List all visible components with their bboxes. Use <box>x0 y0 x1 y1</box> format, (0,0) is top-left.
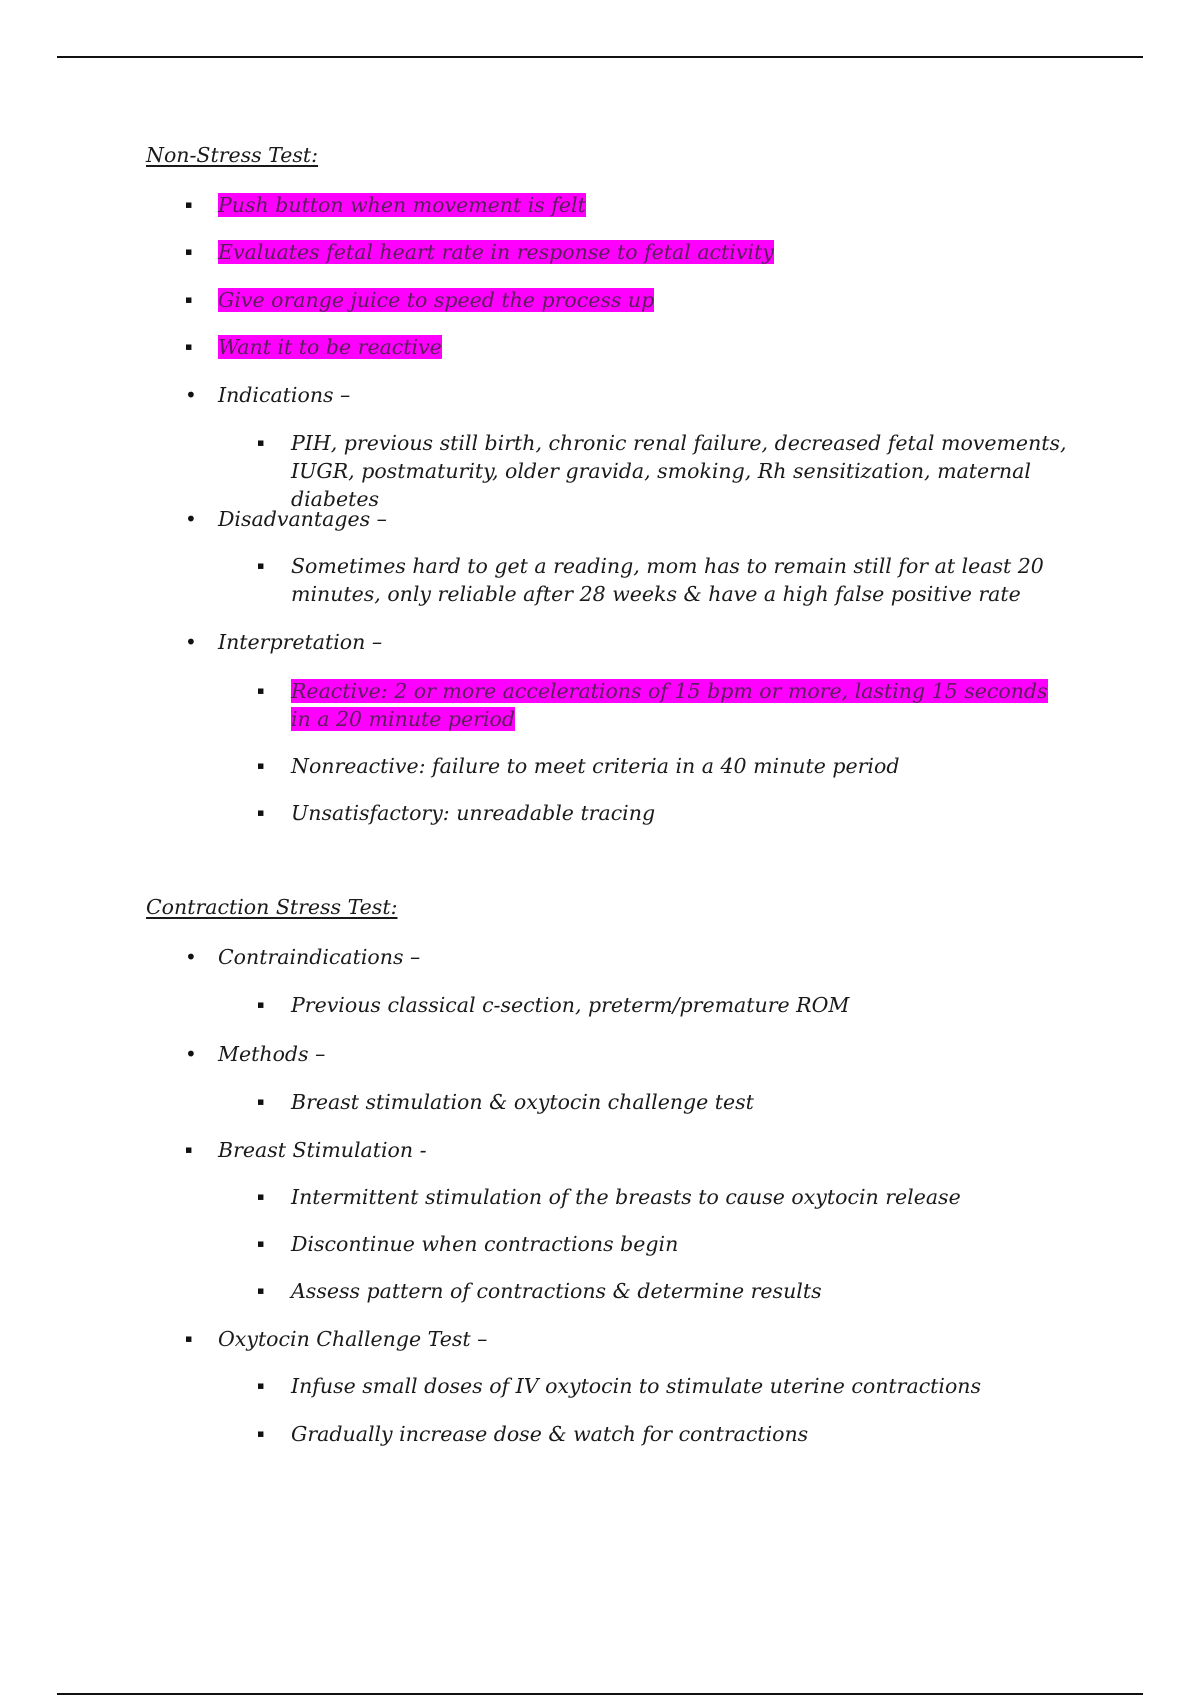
nonreactive-item <box>257 752 1091 780</box>
highlighted-text: Evaluates fetal heart rate in response to fetal activity <box>218 240 774 264</box>
disadvantages-detail: Sometimes hard to get a reading, mom has to remain still for at least 20 minutes, only reliable after 28 weeks & have a high false positive rate <box>291 554 1044 606</box>
bullet-icon: ▪ <box>257 1427 265 1440</box>
indications-label: Indications – <box>218 383 351 407</box>
disadvantages-label: Disadvantages – <box>218 507 387 531</box>
list-item <box>185 286 1098 314</box>
bullet-icon: • <box>185 1042 197 1066</box>
bullet-icon: • <box>185 945 197 969</box>
bullet-icon: • <box>185 383 197 407</box>
oxytocin-challenge-detail: Gradually increase dose & watch for contractions <box>291 1422 809 1446</box>
bottom-rule <box>57 1693 1143 1695</box>
top-rule <box>57 56 1143 58</box>
indications-item <box>185 381 1098 409</box>
list-item <box>257 1183 1091 1211</box>
bullet-icon: ▪ <box>257 1190 265 1203</box>
reactive-item <box>257 677 1071 733</box>
bullet-icon: ▪ <box>257 436 265 449</box>
highlighted-text: Give orange juice to speed the process up <box>218 288 655 312</box>
contraindications-label: Contraindications – <box>218 945 421 969</box>
indications-detail-item <box>257 429 1091 513</box>
interpretation-item <box>185 628 1098 656</box>
bullet-icon: ▪ <box>185 293 193 306</box>
highlighted-text: Push button when movement is felt <box>218 193 586 217</box>
disadvantages-item <box>185 505 1098 533</box>
nonreactive-text: Nonreactive: failure to meet criteria in a 40 minute period <box>291 754 900 778</box>
bullet-icon: ▪ <box>185 245 193 258</box>
unsatisfactory-item <box>257 799 1091 827</box>
methods-label: Methods – <box>218 1042 326 1066</box>
list-item <box>257 1420 1091 1448</box>
list-item <box>185 191 1098 219</box>
oxytocin-challenge-detail: Infuse small doses of IV oxytocin to stimulate uterine contractions <box>291 1374 982 1398</box>
interpretation-label: Interpretation – <box>218 630 383 654</box>
bullet-icon: ▪ <box>257 759 265 772</box>
bullet-icon: • <box>185 630 197 654</box>
list-item <box>257 1230 1091 1258</box>
contraindications-item <box>185 943 1098 971</box>
methods-detail-item <box>257 1088 1091 1116</box>
breast-stimulation-label: Breast Stimulation - <box>218 1138 427 1162</box>
list-item <box>257 1372 1091 1400</box>
bullet-icon: ▪ <box>185 1143 193 1156</box>
contraindications-detail-item <box>257 991 1091 1019</box>
breast-stimulation-item <box>185 1136 1098 1164</box>
bullet-icon: ▪ <box>257 998 265 1011</box>
bullet-icon: • <box>185 507 197 531</box>
list-item <box>185 238 1098 266</box>
oxytocin-challenge-item <box>185 1325 1098 1353</box>
list-item <box>257 1277 1091 1305</box>
unsatisfactory-text: Unsatisfactory: unreadable tracing <box>291 801 656 825</box>
oxytocin-challenge-label: Oxytocin Challenge Test – <box>218 1327 488 1351</box>
disadvantages-detail-item <box>257 552 1091 608</box>
bullet-icon: ▪ <box>257 1237 265 1250</box>
non-stress-test-heading: Non-Stress Test: <box>146 143 319 167</box>
methods-item <box>185 1040 1098 1068</box>
contraindications-detail: Previous classical c-section, preterm/premature ROM <box>291 993 850 1017</box>
bullet-icon: ▪ <box>257 1379 265 1392</box>
contraction-stress-test-heading: Contraction Stress Test: <box>146 895 398 919</box>
bullet-icon: ▪ <box>257 806 265 819</box>
methods-detail: Breast stimulation & oxytocin challenge test <box>291 1090 754 1114</box>
list-item <box>185 333 1098 361</box>
bullet-icon: ▪ <box>257 1095 265 1108</box>
bullet-icon: ▪ <box>185 198 193 211</box>
breast-stimulation-detail: Discontinue when contractions begin <box>291 1232 679 1256</box>
indications-detail: PIH, previous still birth, chronic renal failure, decreased fetal movements, IUGR, postmaturity, older gravida, smoking, Rh sensitization, maternal diabetes <box>291 431 1067 511</box>
bullet-icon: ▪ <box>257 684 265 697</box>
highlighted-text: Want it to be reactive <box>218 335 442 359</box>
bullet-icon: ▪ <box>257 559 265 572</box>
bullet-icon: ▪ <box>257 1284 265 1297</box>
highlighted-text: Reactive: 2 or more accelerations of 15 bpm or more, lasting 15 seconds in a 20 minute period <box>291 679 1048 731</box>
breast-stimulation-detail: Assess pattern of contractions & determine results <box>291 1279 822 1303</box>
breast-stimulation-detail: Intermittent stimulation of the breasts to cause oxytocin release <box>291 1185 961 1209</box>
bullet-icon: ▪ <box>185 340 193 353</box>
bullet-icon: ▪ <box>185 1332 193 1345</box>
